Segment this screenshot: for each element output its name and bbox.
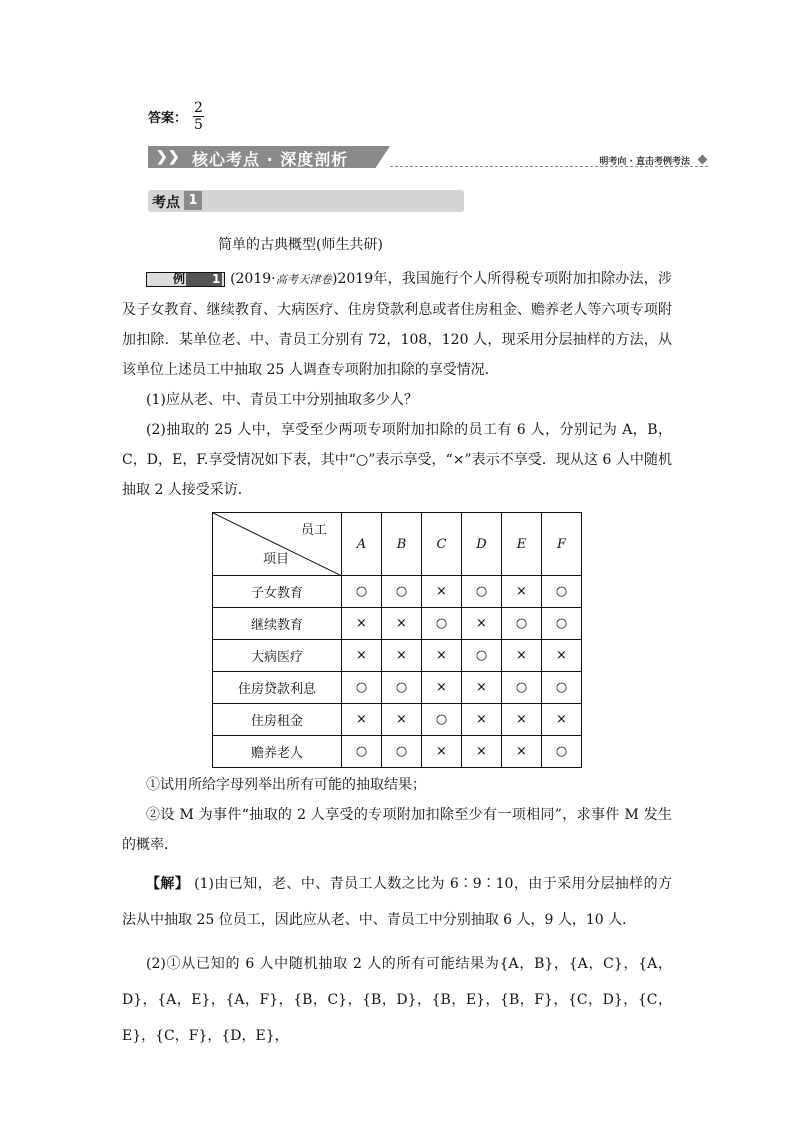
- table-cell: ×: [342, 640, 382, 672]
- column-header: B: [382, 513, 422, 576]
- column-header: D: [462, 513, 502, 576]
- example-badge: [146, 272, 225, 287]
- source-close: ): [332, 271, 338, 287]
- table-cell: ○: [502, 608, 542, 640]
- row-label: 赡养老人: [213, 736, 342, 768]
- table-cell: ○: [542, 608, 582, 640]
- row-label: 继续教育: [213, 608, 342, 640]
- row-label: 住房租金: [213, 704, 342, 736]
- example-block: [122, 264, 672, 505]
- source-open: (2019·: [230, 271, 276, 287]
- chevron-right-icon: ❯: [168, 149, 180, 165]
- kaodian-number: 1: [184, 191, 202, 210]
- row-label: 大病医疗: [213, 640, 342, 672]
- table-cell: ○: [542, 672, 582, 704]
- kaodian-label: 考点: [152, 195, 180, 211]
- table-cell: ×: [342, 608, 382, 640]
- table-cell: ×: [422, 672, 462, 704]
- table-cell: ×: [502, 640, 542, 672]
- solution-label: 【解】: [146, 876, 190, 892]
- table-cell: ○: [542, 576, 582, 608]
- table-cell: ×: [462, 608, 502, 640]
- chevron-right-icon: ❯: [156, 149, 168, 165]
- table-cell: ○: [462, 640, 502, 672]
- question-2: (2)抽取的 25 人中，享受至少两项专项附加扣除的员工有 6 人，分别记为 A，B，C，D，E，F.享受情况如下表，其中“○”表示享受，“×”表示不享受．现从这 6 人中随机抽取 2 人接受采访．: [122, 422, 672, 498]
- sub-question-2: ②设 M 为事件“抽取的 2 人享受的专项附加扣除至少有一项相同”，求事件 M 发生的概率．: [122, 807, 672, 853]
- sub-question-1: ①试用所给字母列举出所有可能的抽取结果；: [146, 777, 426, 793]
- example-text: 2019年，我国施行个人所得税专项附加扣除办法，涉及子女教育、继续教育、大病医疗、住房贷款利息或者住房租金、赡养老人等六项专项附加扣除．某单位老、中、青员工分别有 72，108，120 人，现采用分层抽样的方法，从该单位上述员工中抽取 25 人调查专项附加扣除的享受情况．: [122, 271, 672, 378]
- table-cell: ×: [542, 640, 582, 672]
- table-cell: ×: [462, 704, 502, 736]
- kaodian-bar: [148, 190, 464, 212]
- benefit-table: [212, 512, 582, 768]
- fraction-denominator: 5: [194, 117, 203, 133]
- header-employee: 员工: [300, 523, 327, 538]
- table-cell: ○: [342, 576, 382, 608]
- column-header: C: [422, 513, 462, 576]
- row-label: 住房贷款利息: [213, 672, 342, 704]
- solution-part-2: (2)①从已知的 6 人中随机抽取 2 人的所有可能结果为{A，B}，{A，C}，{A，D}，{A，E}，{A，F}，{B，C}，{B，D}，{B，E}，{B，F}，{C，D}，{C，E}，{C，F}，{D，E}，: [122, 956, 672, 1044]
- table-row: [213, 576, 582, 608]
- section-banner: [148, 146, 708, 172]
- table-cell: ○: [382, 736, 422, 768]
- table-cell: ×: [502, 736, 542, 768]
- topic-subtitle: 简单的古典概型(师生共研): [218, 237, 383, 253]
- table-cell: ×: [502, 576, 542, 608]
- table-cell: ×: [422, 640, 462, 672]
- table-row: [213, 672, 582, 704]
- table-cell: ×: [422, 736, 462, 768]
- solution-text-1: (1)由已知，老、中、青员工人数之比为 6∶9∶10，由于采用分层抽样的方法从中抽取 25 位员工，因此应从老、中、青员工中分别抽取 6 人，9 人，10 人．: [122, 876, 673, 928]
- table-cell: ○: [422, 608, 462, 640]
- table-cell: ×: [342, 704, 382, 736]
- question-1: (1)应从老、中、青员工中分别抽取多少人？: [146, 392, 418, 408]
- column-header: F: [542, 513, 582, 576]
- diamond-icon: [698, 155, 708, 165]
- table-cell: ×: [542, 704, 582, 736]
- column-header: A: [342, 513, 382, 576]
- answer-line: [148, 100, 204, 133]
- diagonal-header-cell: [213, 513, 342, 576]
- table-cell: ×: [422, 576, 462, 608]
- table-row: [213, 704, 582, 736]
- table-cell: ×: [382, 704, 422, 736]
- banner-right-text: 明考向 · 直击考例考法: [599, 157, 690, 167]
- table-row: [213, 608, 582, 640]
- table-row: [213, 736, 582, 768]
- table-cell: ×: [382, 640, 422, 672]
- table-cell: ○: [342, 736, 382, 768]
- fraction-numerator: 2: [194, 100, 203, 116]
- solution-block: [122, 866, 672, 1054]
- table-cell: ○: [342, 672, 382, 704]
- row-label: 子女教育: [213, 576, 342, 608]
- table-cell: ○: [422, 704, 462, 736]
- table-cell: ○: [462, 576, 502, 608]
- table-cell: ×: [462, 672, 502, 704]
- answer-label: 答案：: [148, 111, 188, 126]
- table-cell: ○: [542, 736, 582, 768]
- answer-fraction: [193, 100, 204, 133]
- example-number: 1: [186, 273, 222, 286]
- column-header: E: [502, 513, 542, 576]
- table-header-row: [213, 513, 582, 576]
- table-cell: ×: [502, 704, 542, 736]
- example-source: 高考天津卷: [275, 273, 333, 286]
- table-cell: ×: [382, 608, 422, 640]
- solution-part-1: [122, 866, 672, 938]
- header-item: 项目: [263, 552, 290, 567]
- banner-title: 核心考点 · 深度剖析: [192, 150, 349, 169]
- table-cell: ○: [382, 576, 422, 608]
- table-cell: ○: [502, 672, 542, 704]
- sub-questions: [122, 770, 672, 860]
- table-cell: ○: [382, 672, 422, 704]
- example-label: 例: [173, 272, 186, 286]
- example-intro: [122, 264, 672, 385]
- table-row: [213, 640, 582, 672]
- table-cell: ×: [462, 736, 502, 768]
